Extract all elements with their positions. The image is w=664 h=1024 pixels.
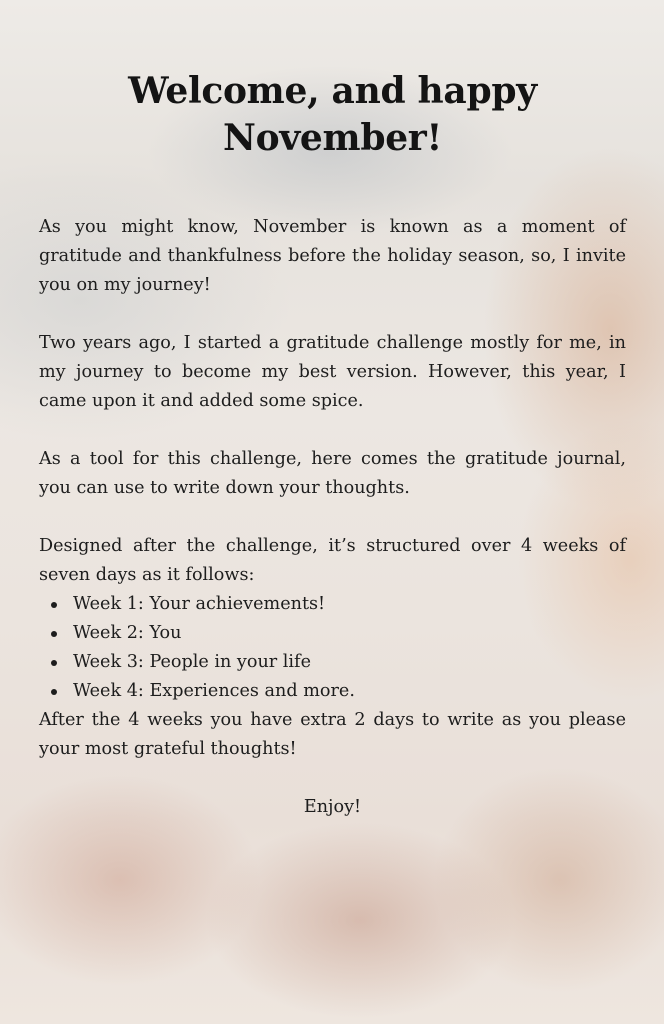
bullet-icon [51, 660, 57, 666]
list-item [73, 590, 626, 619]
bullet-icon [51, 631, 57, 637]
list-item-label: Week 2: You [73, 623, 182, 643]
list-item-label: Week 3: People in your life [73, 652, 311, 672]
intro-paragraph: As you might know, November is known as a moment of gratitude and thankfulness before the holiday season, so, I invite you on my journey! [39, 217, 626, 295]
history-paragraph: Two years ago, I started a gratitude challenge mostly for me, in my journey to become my best version. However, this year, I came upon it and added some spice. [39, 333, 626, 411]
list-item [73, 619, 626, 648]
signoff-text: Enjoy! [303, 797, 362, 817]
content-block [39, 68, 626, 822]
bullet-icon [51, 689, 57, 695]
tool-paragraph: As a tool for this challenge, here comes the gratitude journal, you can use to write down your thoughts. [39, 449, 626, 498]
list-item-label: Week 4: Experiences and more. [73, 681, 355, 701]
structure-paragraph: Designed after the challenge, it’s structured over 4 weeks of seven days as it follows: [39, 536, 626, 585]
list-item [73, 677, 626, 706]
body-text [39, 213, 626, 822]
bullet-icon [51, 602, 57, 608]
page-title: Welcome, and happy November! [128, 70, 537, 159]
closing-paragraph: After the 4 weeks you have extra 2 days to write as you please your most grateful thoughts! [39, 710, 626, 759]
weeks-list [39, 590, 626, 706]
list-item-label: Week 1: Your achievements! [73, 594, 326, 614]
list-item [73, 648, 626, 677]
